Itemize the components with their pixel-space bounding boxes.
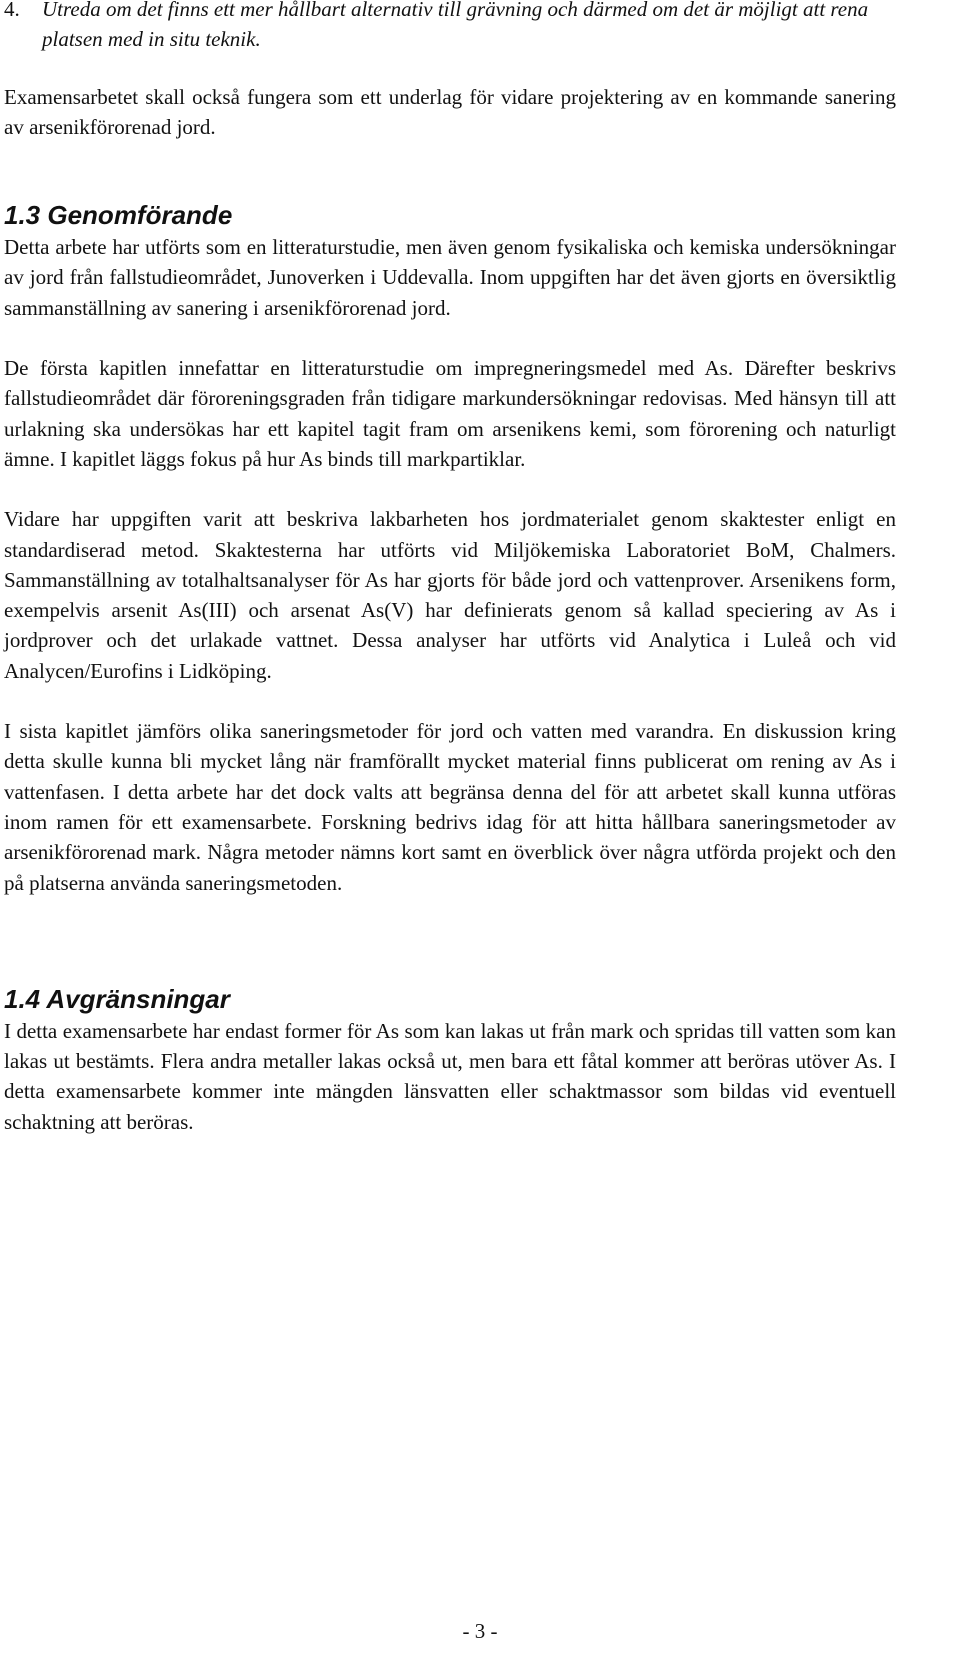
paragraph: Detta arbete har utförts som en litteraturstudie, men även genom fysikaliska och kemiska undersökningar av jord från fallstudieområdet, Junoverken i Uddevalla. Inom uppgiften har det även gjorts en översiktlig sammanställning av sanering i arsenikförorenad jord. [4, 235, 896, 320]
page-content [4, 0, 896, 1137]
page-number: - 3 - [462, 1619, 498, 1643]
list-item-number: 4. [4, 0, 20, 21]
spacer [4, 898, 896, 982]
paragraph: I sista kapitlet jämförs olika saneringsmetoder för jord och vatten med varandra. En diskussion kring detta skulle kunna bli mycket lång när framförallt mycket material finns publicerat om rening av As i vattenfasen. I detta arbete har det dock valts att begränsa denna del för att arbetet skall kunna utföras inom ramen för ett examensarbete. Forskning bedrivs idag för att hitta hållbara saneringsmetoder av arsenikförorenad mark. Några metoder nämns kort samt en överblick över några utförda projekt och den på platserna använda saneringsmetoden. [4, 719, 896, 895]
list-item-text: Utreda om det finns ett mer hållbart alternativ till grävning och därmed om det är möjligt att rena platsen med in situ teknik. [42, 0, 869, 52]
list-item [4, 0, 896, 55]
section-heading-avgransningar: 1.4 Avgränsningar [4, 983, 230, 1014]
paragraph: I detta examensarbete har endast former för As som kan lakas ut från mark och spridas till vatten som kan lakas ut bestämts. Flera andra metaller lakas också ut, men bara ett fåtal kommer att beröras utöver As. I detta examensarbete kommer inte mängden länsvatten eller schaktmassor som bildas vid eventuell schaktning att beröras. [4, 1018, 896, 1134]
spacer [4, 686, 896, 716]
spacer [4, 55, 896, 82]
paragraph: Vidare har uppgiften varit att beskriva lakbarheten hos jordmaterialet genom skaktester enligt en standardiserad metod. Skaktesterna har utförts vid Miljökemiska Laboratoriet BoM, Chalmers. Sammanställning av totalhaltsanalyser för As har gjorts för både jord och vattenprover. Arsenikens form, exempelvis arsenit As(III) och arsenat As(V) har definierats genom så kallad speciering av As i jordprover och det urlakade vattnet. Dessa analyser har utförts vid Analytica i Luleå och vid Analycen/Eurofins i Lidköping. [4, 507, 896, 683]
intro-paragraph: Examensarbetet skall också fungera som ett underlag för vidare projektering av en kommande sanering av arsenikförorenad jord. [4, 84, 896, 139]
spacer [4, 323, 896, 353]
section-heading-genomforande: 1.3 Genomförande [4, 200, 233, 231]
spacer [4, 142, 896, 198]
spacer [4, 474, 896, 504]
paragraph: De första kapitlen innefattar en litteraturstudie om impregneringsmedel med As. Därefter beskrivs fallstudieområdet där föroreningsgraden från tidigare markundersökningar redovisas. Med hänsyn till att urlakning ska undersökas har ett kapitel tagit fram om arsenikens kemi, som förorening och naturligt ämne. I kapitlet läggs fokus på hur As binds till markpartiklar. [4, 356, 896, 471]
